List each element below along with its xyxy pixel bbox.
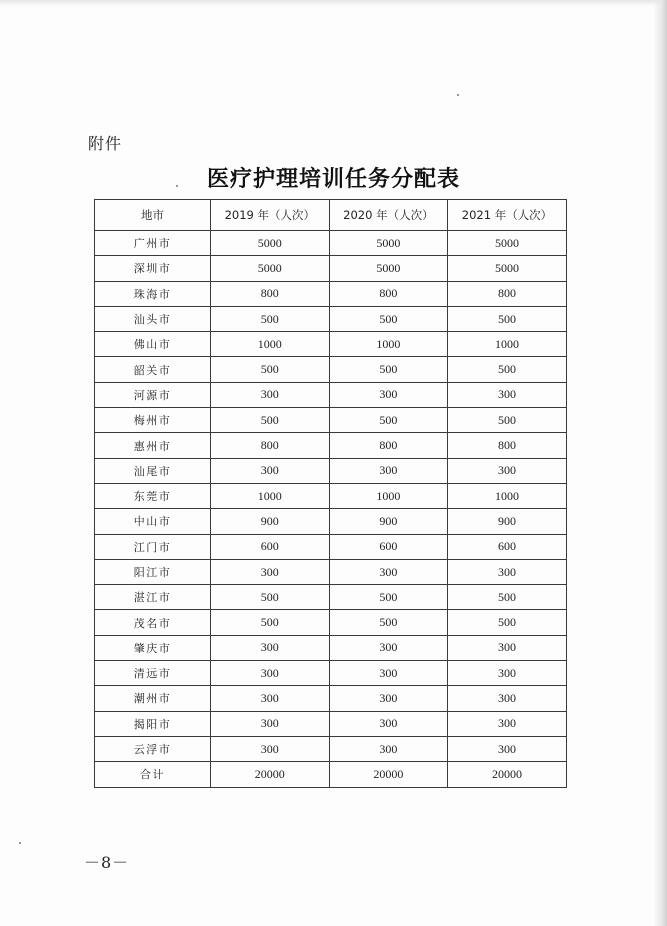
- city-cell: 佛山市: [95, 332, 211, 357]
- table-row: [95, 509, 567, 534]
- page-right-edge-shadow: [653, 0, 667, 926]
- city-cell: 湛江市: [95, 585, 211, 610]
- count-cell-2019: 300: [211, 661, 330, 686]
- count-cell-2021: 300: [448, 458, 567, 483]
- table-body: [95, 231, 567, 762]
- count-cell-2020: 300: [329, 736, 448, 761]
- count-cell-2021: 500: [448, 585, 567, 610]
- count-cell-2021: 300: [448, 686, 567, 711]
- count-cell-2021: 600: [448, 534, 567, 559]
- count-cell-2021: 500: [448, 610, 567, 635]
- count-cell-2020: 300: [329, 686, 448, 711]
- table-header-row: [95, 200, 567, 231]
- count-cell-2021: 5000: [448, 231, 567, 256]
- count-cell-2021: 5000: [448, 256, 567, 281]
- city-cell: 清远市: [95, 661, 211, 686]
- table-row: [95, 256, 567, 281]
- count-cell-2019: 800: [211, 281, 330, 306]
- count-cell-2019: 5000: [211, 256, 330, 281]
- count-cell-2020: 800: [329, 281, 448, 306]
- city-cell: 潮州市: [95, 686, 211, 711]
- count-cell-2019: 5000: [211, 231, 330, 256]
- count-cell-2020: 1000: [329, 483, 448, 508]
- count-cell-2019: 500: [211, 408, 330, 433]
- table-row: [95, 408, 567, 433]
- table-row: [95, 610, 567, 635]
- count-cell-2020: 500: [329, 610, 448, 635]
- city-cell: 河源市: [95, 382, 211, 407]
- count-cell-2019: 500: [211, 585, 330, 610]
- city-cell: 茂名市: [95, 610, 211, 635]
- allocation-table: [94, 199, 567, 788]
- count-cell-2019: 500: [211, 306, 330, 331]
- table-row: [95, 332, 567, 357]
- count-cell-2020: 600: [329, 534, 448, 559]
- city-cell: 肇庆市: [95, 635, 211, 660]
- scan-speck: [19, 842, 21, 844]
- city-cell: 中山市: [95, 509, 211, 534]
- count-cell-2019: 300: [211, 635, 330, 660]
- count-cell-2021: 900: [448, 509, 567, 534]
- table-row: [95, 483, 567, 508]
- count-cell-2020: 500: [329, 306, 448, 331]
- count-cell-2019: 300: [211, 382, 330, 407]
- count-cell-2020: 500: [329, 357, 448, 382]
- count-cell-2020: 300: [329, 661, 448, 686]
- scan-speck: [457, 94, 459, 96]
- count-cell-2021: 500: [448, 357, 567, 382]
- count-cell-2019: 300: [211, 686, 330, 711]
- count-cell-2021: 1000: [448, 332, 567, 357]
- table-row: [95, 357, 567, 382]
- count-cell-2020: 500: [329, 585, 448, 610]
- table-row: [95, 382, 567, 407]
- count-cell-2021: 300: [448, 559, 567, 584]
- count-cell-2021: 300: [448, 661, 567, 686]
- count-cell-2021: 300: [448, 736, 567, 761]
- document-title: 医疗护理培训任务分配表: [206, 166, 460, 192]
- count-cell-2021: 500: [448, 408, 567, 433]
- table-row: [95, 585, 567, 610]
- page-number: －8－: [84, 853, 130, 872]
- table-row: [95, 306, 567, 331]
- table-total-row: [95, 762, 567, 787]
- city-cell: 阳江市: [95, 559, 211, 584]
- count-cell-2021: 800: [448, 281, 567, 306]
- count-cell-2021: 300: [448, 635, 567, 660]
- count-cell-2020: 800: [329, 433, 448, 458]
- count-cell-2019: 300: [211, 458, 330, 483]
- city-cell: 广州市: [95, 231, 211, 256]
- count-cell-2020: 1000: [329, 332, 448, 357]
- scan-speck: [176, 185, 178, 187]
- count-cell-2021: 800: [448, 433, 567, 458]
- header-2019: 2019 年（人次）: [211, 200, 330, 231]
- header-city: 地市: [95, 200, 211, 231]
- attachment-label: 附件: [88, 134, 123, 153]
- count-cell-2019: 800: [211, 433, 330, 458]
- city-cell: 东莞市: [95, 483, 211, 508]
- count-cell-2020: 300: [329, 458, 448, 483]
- count-cell-2019: 300: [211, 559, 330, 584]
- count-cell-2020: 5000: [329, 256, 448, 281]
- count-cell-2019: 300: [211, 736, 330, 761]
- count-cell-2021: 300: [448, 382, 567, 407]
- count-cell-2019: 1000: [211, 332, 330, 357]
- table-row: [95, 458, 567, 483]
- count-cell-2021: 1000: [448, 483, 567, 508]
- city-cell: 云浮市: [95, 736, 211, 761]
- table-row: [95, 635, 567, 660]
- table-row: [95, 711, 567, 736]
- table-row: [95, 559, 567, 584]
- total-2019: 20000: [211, 762, 330, 787]
- total-2020: 20000: [329, 762, 448, 787]
- count-cell-2019: 500: [211, 610, 330, 635]
- city-cell: 珠海市: [95, 281, 211, 306]
- city-cell: 惠州市: [95, 433, 211, 458]
- city-cell: 汕尾市: [95, 458, 211, 483]
- table-row: [95, 661, 567, 686]
- count-cell-2019: 500: [211, 357, 330, 382]
- count-cell-2020: 500: [329, 408, 448, 433]
- table-row: [95, 231, 567, 256]
- count-cell-2020: 300: [329, 635, 448, 660]
- city-cell: 梅州市: [95, 408, 211, 433]
- table-row: [95, 686, 567, 711]
- table-row: [95, 534, 567, 559]
- count-cell-2019: 1000: [211, 483, 330, 508]
- table-row: [95, 281, 567, 306]
- count-cell-2019: 600: [211, 534, 330, 559]
- count-cell-2021: 300: [448, 711, 567, 736]
- page-top-edge: [0, 0, 667, 6]
- city-cell: 汕头市: [95, 306, 211, 331]
- table-row: [95, 433, 567, 458]
- count-cell-2020: 5000: [329, 231, 448, 256]
- city-cell: 深圳市: [95, 256, 211, 281]
- city-cell: 韶关市: [95, 357, 211, 382]
- count-cell-2020: 300: [329, 382, 448, 407]
- count-cell-2020: 300: [329, 559, 448, 584]
- count-cell-2020: 900: [329, 509, 448, 534]
- count-cell-2019: 900: [211, 509, 330, 534]
- city-cell: 揭阳市: [95, 711, 211, 736]
- table-row: [95, 736, 567, 761]
- total-2021: 20000: [448, 762, 567, 787]
- total-label: 合计: [95, 762, 211, 787]
- city-cell: 江门市: [95, 534, 211, 559]
- header-2021: 2021 年（人次）: [448, 200, 567, 231]
- count-cell-2019: 300: [211, 711, 330, 736]
- header-2020: 2020 年（人次）: [329, 200, 448, 231]
- count-cell-2021: 500: [448, 306, 567, 331]
- count-cell-2020: 300: [329, 711, 448, 736]
- allocation-table-container: [94, 199, 566, 788]
